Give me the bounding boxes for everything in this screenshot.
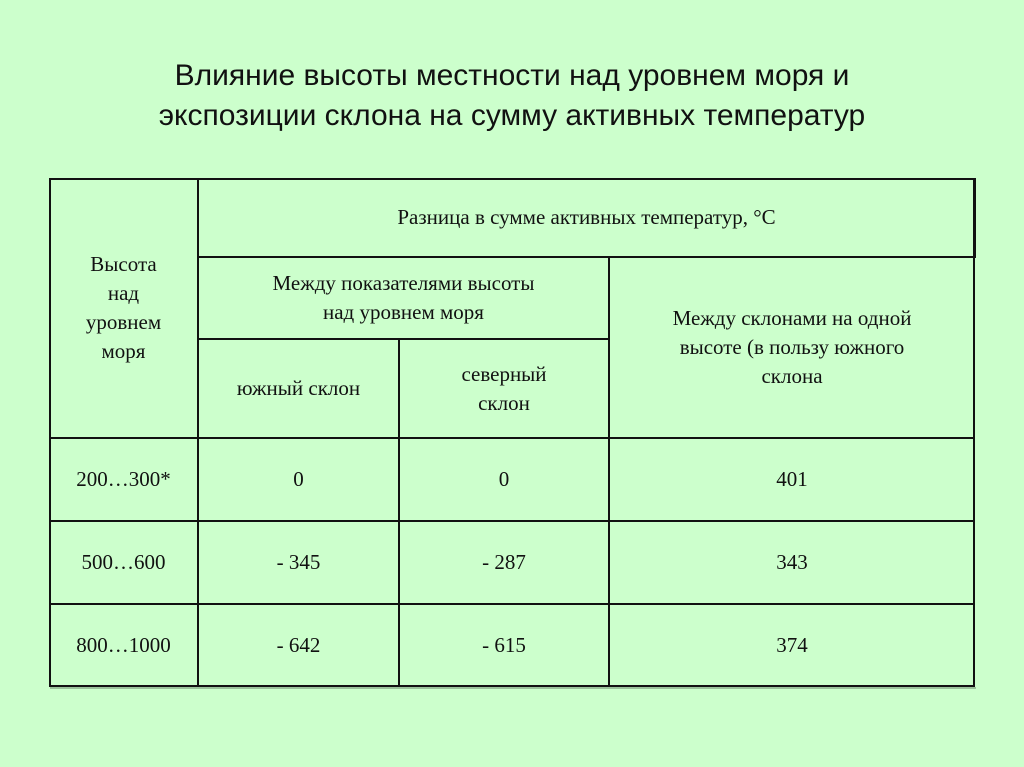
grid-horizontal-row-2 <box>49 603 975 605</box>
grid-vertical-altitude-slopes <box>608 257 610 687</box>
slide-title-line-1: Влияние высоты местности над уровнем моря и <box>174 59 850 92</box>
header-subgroup-altitude-line: Между показателями высоты <box>272 271 535 295</box>
table-row-3-height: 800…1000 <box>49 604 198 686</box>
header-subgroup-slopes-line: склона <box>761 364 823 388</box>
header-subgroup-slopes <box>609 257 975 438</box>
header-subgroup-slopes-line: высоте (в пользу южного <box>679 335 905 359</box>
header-height-line: Высота <box>90 252 157 276</box>
table-row-3-between-slopes: 374 <box>609 604 975 686</box>
grid-vertical-height-col <box>197 178 199 687</box>
grid-vertical-south-north <box>398 339 400 687</box>
header-subgroup-altitude-line: над уровнем моря <box>323 300 484 324</box>
header-north-slope-line: северный <box>461 361 547 386</box>
table-row-2-between-slopes: 343 <box>609 521 975 604</box>
grid-horizontal-under-altitude <box>198 338 609 340</box>
header-subgroup-altitude <box>198 257 609 339</box>
grid-horizontal-under-group <box>198 256 975 258</box>
header-height-line: уровнем <box>85 310 162 334</box>
table-row-1-south: 0 <box>198 438 399 521</box>
temperature-table <box>49 178 975 687</box>
table-row-2-height: 500…600 <box>49 521 198 604</box>
table-border-left <box>49 178 51 687</box>
header-south-slope-text: южный склон <box>236 376 361 400</box>
header-subgroup-slopes-line: Между склонами на одной <box>672 306 912 330</box>
table-row-2-south: - 345 <box>198 521 399 604</box>
table-border-top <box>49 178 975 180</box>
table-shadow <box>50 687 976 689</box>
header-height-column <box>49 178 198 438</box>
table-row-3-south: - 642 <box>198 604 399 686</box>
header-group-title <box>198 178 975 257</box>
table-row-2-north: - 287 <box>399 521 609 604</box>
header-north-slope <box>399 339 609 438</box>
slide-title-line-2: экспозиции склона на сумму активных температур <box>158 99 866 132</box>
header-group-title-text: Разница в сумме активных температур, °C <box>397 205 776 229</box>
table-border-right-header-thick <box>973 178 976 258</box>
grid-horizontal-row-1 <box>49 520 975 522</box>
header-north-slope-line: склон <box>478 390 530 415</box>
grid-horizontal-header-end <box>49 437 975 439</box>
table-row-1-north: 0 <box>399 438 609 521</box>
header-south-slope <box>198 339 399 438</box>
slide-title <box>0 56 1024 136</box>
table-row-3-north: - 615 <box>399 604 609 686</box>
header-height-line: моря <box>101 339 146 363</box>
table-row-1-height: 200…300* <box>49 438 198 521</box>
header-height-line: над <box>107 281 140 305</box>
table-row-1-between-slopes: 401 <box>609 438 975 521</box>
